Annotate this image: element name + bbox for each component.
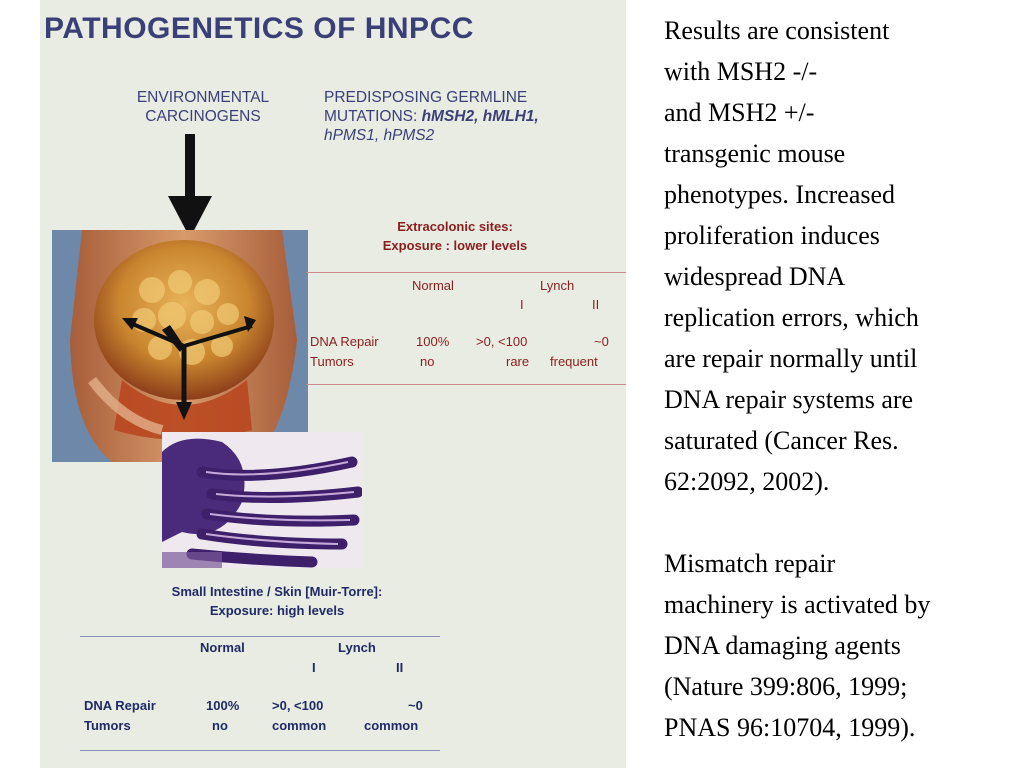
extracolonic-heading bbox=[340, 217, 570, 255]
cell-lynch-ii: frequent bbox=[550, 354, 598, 369]
notes-line: proliferation induces bbox=[664, 221, 880, 250]
divider bbox=[80, 636, 440, 637]
notes-text bbox=[664, 10, 1020, 748]
cell-lynch-ii: ~0 bbox=[408, 698, 423, 713]
cell-lynch-i: rare bbox=[506, 354, 530, 369]
cell-normal: 100% bbox=[416, 334, 450, 349]
germ-line-3: hPMS1, hPMS2 bbox=[324, 127, 435, 144]
notes-line: and MSH2 +/- bbox=[664, 98, 815, 127]
abdomen-illustration bbox=[52, 230, 308, 462]
cell-normal: no bbox=[212, 718, 228, 733]
col-normal: Normal bbox=[412, 278, 454, 293]
notes-line: DNA damaging agents bbox=[664, 631, 901, 660]
extracolonic-heading-2: Exposure : lower levels bbox=[382, 238, 528, 253]
notes-line: replication errors, which bbox=[664, 303, 919, 332]
extracolonic-heading-1: Extracolonic sites: bbox=[397, 219, 513, 234]
notes-line: 62:2092, 2002). bbox=[664, 467, 830, 496]
col-lynch: Lynch bbox=[540, 278, 575, 293]
paragraph-gap bbox=[664, 502, 1020, 543]
germ-line-1: PREDISPOSING GERMLINE bbox=[324, 89, 528, 106]
col-lynch-i: I bbox=[520, 297, 524, 312]
cell-normal: 100% bbox=[206, 698, 240, 713]
small-intestine-heading-2: Exposure: high levels bbox=[209, 603, 345, 618]
notes-line: transgenic mouse bbox=[664, 139, 846, 168]
notes-line: are repair normally until bbox=[664, 344, 918, 373]
col-normal: Normal bbox=[200, 640, 245, 655]
divider bbox=[306, 272, 626, 273]
divider bbox=[306, 384, 626, 385]
row-label: Tumors bbox=[84, 718, 131, 733]
notes-line: machinery is activated by bbox=[664, 590, 931, 619]
histology-micrograph bbox=[162, 432, 362, 568]
notes-line: with MSH2 -/- bbox=[664, 57, 818, 86]
env-line-1: ENVIRONMENTAL bbox=[136, 89, 270, 106]
notes-line: PNAS 96:10704, 1999). bbox=[664, 713, 916, 742]
slide-image bbox=[40, 0, 626, 768]
row-label: Tumors bbox=[310, 354, 354, 369]
notes-line: Mismatch repair bbox=[664, 549, 836, 578]
notes-line: Results are consistent bbox=[664, 16, 890, 45]
row-label: DNA Repair bbox=[84, 698, 156, 713]
cell-lynch-i: common bbox=[272, 718, 327, 733]
cell-normal: no bbox=[420, 354, 435, 369]
notes-line: (Nature 399:806, 1999; bbox=[664, 672, 908, 701]
small-intestine-heading bbox=[122, 582, 432, 620]
germ-line-2-genes: hMSH2, hMLH1, bbox=[421, 108, 539, 125]
cell-lynch-ii: ~0 bbox=[594, 334, 609, 349]
notes-line: saturated (Cancer Res. bbox=[664, 426, 899, 455]
germline-mutations-label bbox=[324, 88, 624, 145]
germ-line-2-prefix: MUTATIONS: bbox=[324, 108, 422, 125]
notes-line: phenotypes. Increased bbox=[664, 180, 896, 209]
col-lynch-ii: II bbox=[592, 297, 600, 312]
col-lynch: Lynch bbox=[338, 640, 376, 655]
cell-lynch-ii: common bbox=[364, 718, 419, 733]
slide-title: PATHOGENETICS OF HNPCC bbox=[44, 12, 474, 45]
divider bbox=[80, 750, 440, 751]
down-arrow-icon bbox=[166, 134, 214, 244]
col-lynch-i: I bbox=[312, 660, 316, 675]
small-intestine-heading-1: Small Intestine / Skin [Muir-Torre]: bbox=[171, 584, 383, 599]
row-label: DNA Repair bbox=[310, 334, 379, 349]
notes-line: widespread DNA bbox=[664, 262, 846, 291]
notes-line: DNA repair systems are bbox=[664, 385, 914, 414]
env-line-2: CARCINOGENS bbox=[145, 108, 261, 125]
cell-lynch-i: >0, <100 bbox=[272, 698, 324, 713]
environmental-carcinogens-label bbox=[108, 88, 298, 126]
cell-lynch-i: >0, <100 bbox=[476, 334, 528, 349]
col-lynch-ii: II bbox=[396, 660, 404, 675]
